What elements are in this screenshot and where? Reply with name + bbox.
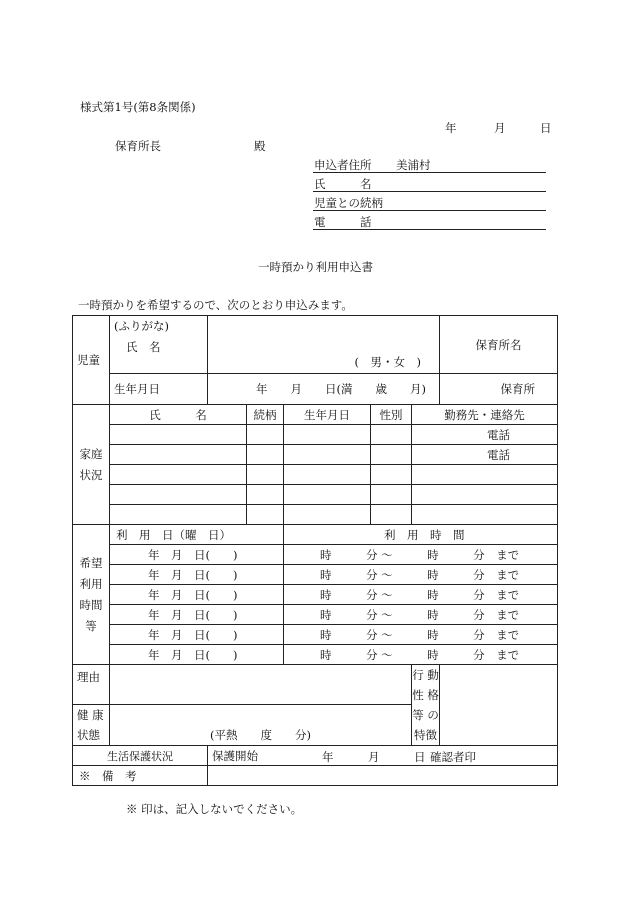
child-section-label: 児童 xyxy=(73,316,110,405)
schedule-row xyxy=(73,645,558,665)
family-birth-cell[interactable] xyxy=(284,465,371,485)
applicant-phone-label: 電 話 xyxy=(314,215,372,229)
behavior-label xyxy=(412,665,440,746)
family-header-contact: 勤務先・連絡先 xyxy=(412,405,558,425)
family-gender-cell[interactable] xyxy=(371,465,412,485)
remarks-input[interactable] xyxy=(208,766,558,786)
child-name-label: 氏 名 xyxy=(126,340,161,354)
family-relation-cell[interactable] xyxy=(247,485,284,505)
behavior-label-line: 行 動 xyxy=(412,668,439,682)
family-name-cell[interactable] xyxy=(110,425,247,445)
family-relation-cell[interactable] xyxy=(247,425,284,445)
schedule-time-cell[interactable]: 時 分 ～ 時 分 まで xyxy=(284,585,558,605)
family-relation-cell[interactable] xyxy=(247,465,284,485)
reason-input[interactable] xyxy=(110,665,412,705)
family-header-gender: 性別 xyxy=(371,405,412,425)
schedule-time-cell[interactable]: 時 分 ～ 時 分 まで xyxy=(284,625,558,645)
behavior-label-line: 性 格 xyxy=(412,688,439,702)
family-relation-cell[interactable] xyxy=(247,505,284,525)
family-contact-cell[interactable] xyxy=(412,505,558,525)
applicant-relation-label: 児童との続柄 xyxy=(314,196,383,210)
schedule-date-cell[interactable]: 年 月 日( ) xyxy=(110,585,284,605)
child-name-input[interactable] xyxy=(208,316,440,374)
family-header-relation: 続柄 xyxy=(247,405,284,425)
schedule-row xyxy=(73,605,558,625)
family-birth-cell[interactable] xyxy=(284,505,371,525)
schedule-date-cell[interactable]: 年 月 日( ) xyxy=(110,645,284,665)
schedule-date-cell[interactable]: 年 月 日( ) xyxy=(110,605,284,625)
family-relation-cell[interactable] xyxy=(247,445,284,465)
family-contact-cell[interactable]: 電話 xyxy=(412,425,558,445)
family-label-line2: 状況 xyxy=(79,467,103,482)
schedule-row xyxy=(73,625,558,645)
family-label-line1: 家庭 xyxy=(79,446,103,461)
child-birth-label: 生年月日 xyxy=(110,374,208,405)
behavior-label-line: 等 の xyxy=(412,708,439,722)
form-id: 様式第1号(第8条関係) xyxy=(80,100,196,114)
schedule-time-cell[interactable]: 時 分 ～ 時 分 まで xyxy=(284,565,558,585)
family-section-label xyxy=(73,405,110,525)
schedule-row xyxy=(73,585,558,605)
family-gender-cell[interactable] xyxy=(371,485,412,505)
date-month-label: 月 xyxy=(494,121,506,135)
welfare-label: 生活保護状況 xyxy=(73,746,208,766)
health-label-line1: 健 康 xyxy=(77,708,104,722)
family-birth-cell[interactable] xyxy=(284,485,371,505)
schedule-label-line: 利用 xyxy=(79,576,103,591)
document-title: 一時預かり利用申込書 xyxy=(258,260,373,274)
health-label xyxy=(73,705,110,746)
applicant-address-label: 申込者住所 xyxy=(314,158,372,172)
schedule-date-cell[interactable]: 年 月 日( ) xyxy=(110,545,284,565)
family-row xyxy=(73,425,558,445)
date-day-label: 日 xyxy=(540,121,552,135)
schedule-label-line: 時間 xyxy=(79,597,103,612)
schedule-time-cell[interactable]: 時 分 ～ 時 分 まで xyxy=(284,545,558,565)
family-name-cell[interactable] xyxy=(110,465,247,485)
family-birth-cell[interactable] xyxy=(284,425,371,445)
child-gender: ( 男・女 ) xyxy=(354,355,422,369)
child-name-cell xyxy=(110,316,208,374)
intro-text: 一時預かりを希望するので、次のとおり申込みます。 xyxy=(78,298,353,312)
behavior-label-line: 特徴 xyxy=(414,728,438,742)
family-contact-cell[interactable] xyxy=(412,485,558,505)
health-input[interactable] xyxy=(110,705,412,746)
child-nursery-suffix[interactable]: 保育所 xyxy=(440,374,558,405)
child-furigana-label: (ふりがな) xyxy=(114,319,169,333)
family-gender-cell[interactable] xyxy=(371,445,412,465)
applicant-address-value: 美浦村 xyxy=(396,158,431,172)
schedule-date-cell[interactable]: 年 月 日( ) xyxy=(110,625,284,645)
health-label-line2: 状態 xyxy=(77,728,100,742)
applicant-name-label: 氏 名 xyxy=(314,177,372,191)
family-birth-cell[interactable] xyxy=(284,445,371,465)
family-row xyxy=(73,445,558,465)
schedule-header-date: 利 用 日（曜 日） xyxy=(110,525,284,545)
schedule-row xyxy=(73,545,558,565)
application-table xyxy=(72,315,558,786)
family-row xyxy=(73,505,558,525)
date-year-label: 年 xyxy=(445,121,457,135)
family-name-cell[interactable] xyxy=(110,485,247,505)
schedule-header-time: 利 用 時 間 xyxy=(284,525,558,545)
addressee-title: 保育所長 xyxy=(115,139,161,153)
schedule-time-cell[interactable]: 時 分 ～ 時 分 まで xyxy=(284,645,558,665)
family-gender-cell[interactable] xyxy=(371,505,412,525)
welfare-date-fields: 年 月 日 xyxy=(322,750,426,764)
family-header-name: 氏 名 xyxy=(110,405,247,425)
welfare-start-label: 保護開始 xyxy=(212,748,258,763)
schedule-label-line: 希望 xyxy=(79,555,103,570)
addressee-honorific: 殿 xyxy=(254,139,266,153)
family-row xyxy=(73,485,558,505)
remarks-label: ※ 備 考 xyxy=(73,766,208,786)
temperature-field: (平熱 度 分) xyxy=(210,728,311,742)
family-name-cell[interactable] xyxy=(110,445,247,465)
family-row xyxy=(73,465,558,485)
welfare-confirm-label: 確認者印 xyxy=(430,750,476,764)
family-contact-cell[interactable]: 電話 xyxy=(412,445,558,465)
footnote: ※ 印は、記入しないでください。 xyxy=(126,802,303,816)
child-birth-fields[interactable]: 年 月 日(満 歳 月) xyxy=(208,374,440,405)
family-name-cell[interactable] xyxy=(110,505,247,525)
family-header-birth: 生年月日 xyxy=(284,405,371,425)
schedule-date-cell[interactable]: 年 月 日( ) xyxy=(110,565,284,585)
family-gender-cell[interactable] xyxy=(371,425,412,445)
behavior-input[interactable] xyxy=(440,665,558,746)
schedule-row xyxy=(73,565,558,585)
schedule-label-line: 等 xyxy=(85,618,97,633)
family-contact-cell[interactable] xyxy=(412,465,558,485)
schedule-time-cell[interactable]: 時 分 ～ 時 分 まで xyxy=(284,605,558,625)
reason-label: 理由 xyxy=(73,665,110,705)
schedule-section-label xyxy=(73,525,110,665)
welfare-fields[interactable] xyxy=(208,746,558,766)
child-nursery-label: 保育所名 xyxy=(440,316,558,374)
